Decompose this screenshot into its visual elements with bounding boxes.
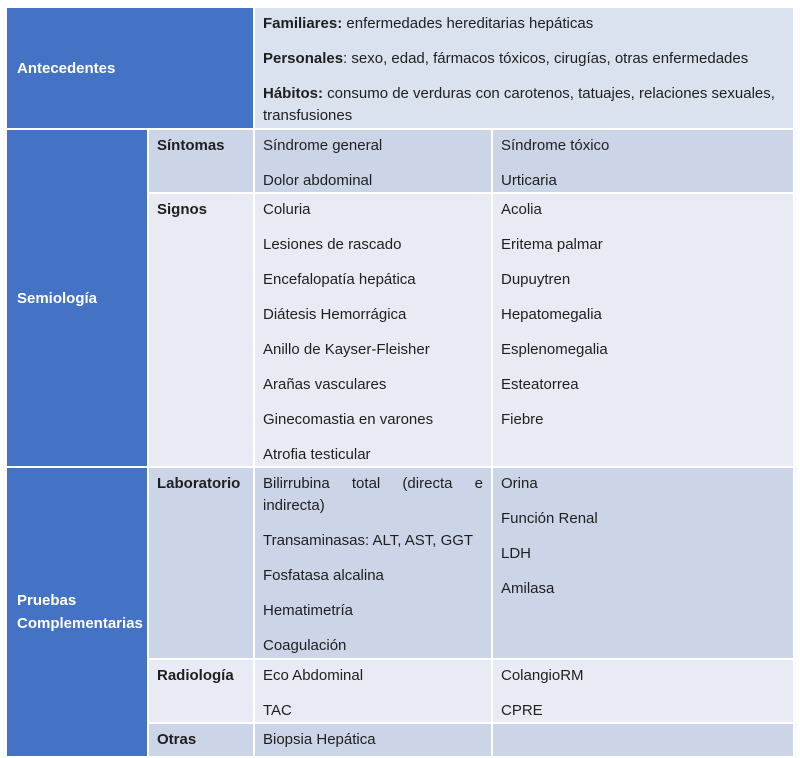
personales-text: : sexo, edad, fármacos tóxicos, cirugías, otras enfermedades	[343, 50, 749, 67]
list-item: Arañas vasculares	[263, 376, 387, 393]
list-item: Función Renal	[501, 510, 598, 527]
list-item: Biopsia Hepática	[263, 731, 376, 748]
sintomas-col-b	[493, 130, 793, 192]
list-item: TAC	[263, 702, 292, 719]
row-antecedentes	[7, 8, 793, 128]
list-item: Orina	[501, 475, 538, 492]
subrow-label-signos: Signos	[149, 194, 253, 466]
antecedentes-title: Antecedentes	[17, 59, 116, 77]
list-item: Atrofia testicular	[263, 446, 371, 463]
list-item: Diátesis Hemorrágica	[263, 306, 407, 323]
subrow-label-laboratorio: Laboratorio	[149, 468, 253, 658]
signos-col-a	[255, 194, 491, 466]
list-item: Amilasa	[501, 580, 555, 597]
list-item: ColangioRM	[501, 667, 584, 684]
list-item: Coagulación	[263, 637, 347, 654]
list-item: Esteatorrea	[501, 376, 579, 393]
sintomas-col-a	[255, 130, 491, 192]
radiologia-col-a	[255, 660, 491, 722]
laboratorio-col-a	[255, 468, 491, 658]
familiares-label: Familiares:	[263, 15, 343, 32]
antecedentes-item-personales	[263, 48, 785, 70]
list-item: Ginecomastia en varones	[263, 411, 434, 428]
antecedentes-item-habitos	[263, 83, 785, 127]
row-sintomas	[7, 130, 793, 192]
list-item: Lesiones de rascado	[263, 236, 402, 253]
antecedentes-item-familiares	[263, 13, 785, 35]
hepatic-diagnosis-table	[5, 6, 795, 758]
list-item: Fiebre	[501, 411, 544, 428]
familiares-text: enfermedades hereditarias hepáticas	[342, 15, 594, 32]
row-header-antecedentes	[7, 8, 253, 128]
antecedentes-content-cell	[255, 8, 793, 128]
list-item: Síndrome tóxico	[501, 137, 610, 154]
row-laboratorio	[7, 468, 793, 658]
list-item: Acolia	[501, 201, 542, 218]
habitos-text: consumo de verduras con carotenos, tatuajes, relaciones sexuales, transfusiones	[263, 85, 775, 124]
list-item: Eco Abdominal	[263, 667, 364, 684]
list-item: Encefalopatía hepática	[263, 271, 416, 288]
pruebas-title: Pruebas Complementarias	[17, 592, 143, 632]
list-item: Anillo de Kayser-Fleisher	[263, 341, 430, 358]
list-item: Coluria	[263, 201, 311, 218]
list-item: Transaminasas: ALT, AST, GGT	[263, 532, 474, 549]
signos-col-b	[493, 194, 793, 466]
list-item: Urticaria	[501, 172, 557, 189]
list-item: LDH	[501, 545, 532, 562]
subrow-label-sintomas: Síntomas	[149, 130, 253, 192]
list-item: Hematimetría	[263, 602, 354, 619]
personales-label: Personales	[263, 50, 344, 67]
list-item: CPRE	[501, 702, 543, 719]
list-item: Síndrome general	[263, 137, 383, 154]
list-item: Dolor abdominal	[263, 172, 373, 189]
semiologia-title: Semiología	[17, 289, 98, 307]
radiologia-col-b	[493, 660, 793, 722]
list-item: Eritema palmar	[501, 236, 603, 253]
habitos-label: Hábitos:	[263, 85, 323, 102]
list-item: Fosfatasa alcalina	[263, 567, 384, 584]
subrow-label-radiologia: Radiología	[149, 660, 253, 722]
list-item: Hepatomegalia	[501, 306, 602, 323]
list-item: Dupuytren	[501, 271, 571, 288]
otras-col-b-empty	[493, 724, 793, 756]
otras-col-a	[255, 724, 491, 756]
list-item: Esplenomegalia	[501, 341, 608, 358]
row-header-pruebas	[7, 468, 147, 756]
subrow-label-otras: Otras	[149, 724, 253, 756]
row-header-semiologia	[7, 130, 147, 466]
laboratorio-col-b	[493, 468, 793, 658]
list-item: Bilirrubina total (directa e indirecta)	[263, 475, 483, 514]
